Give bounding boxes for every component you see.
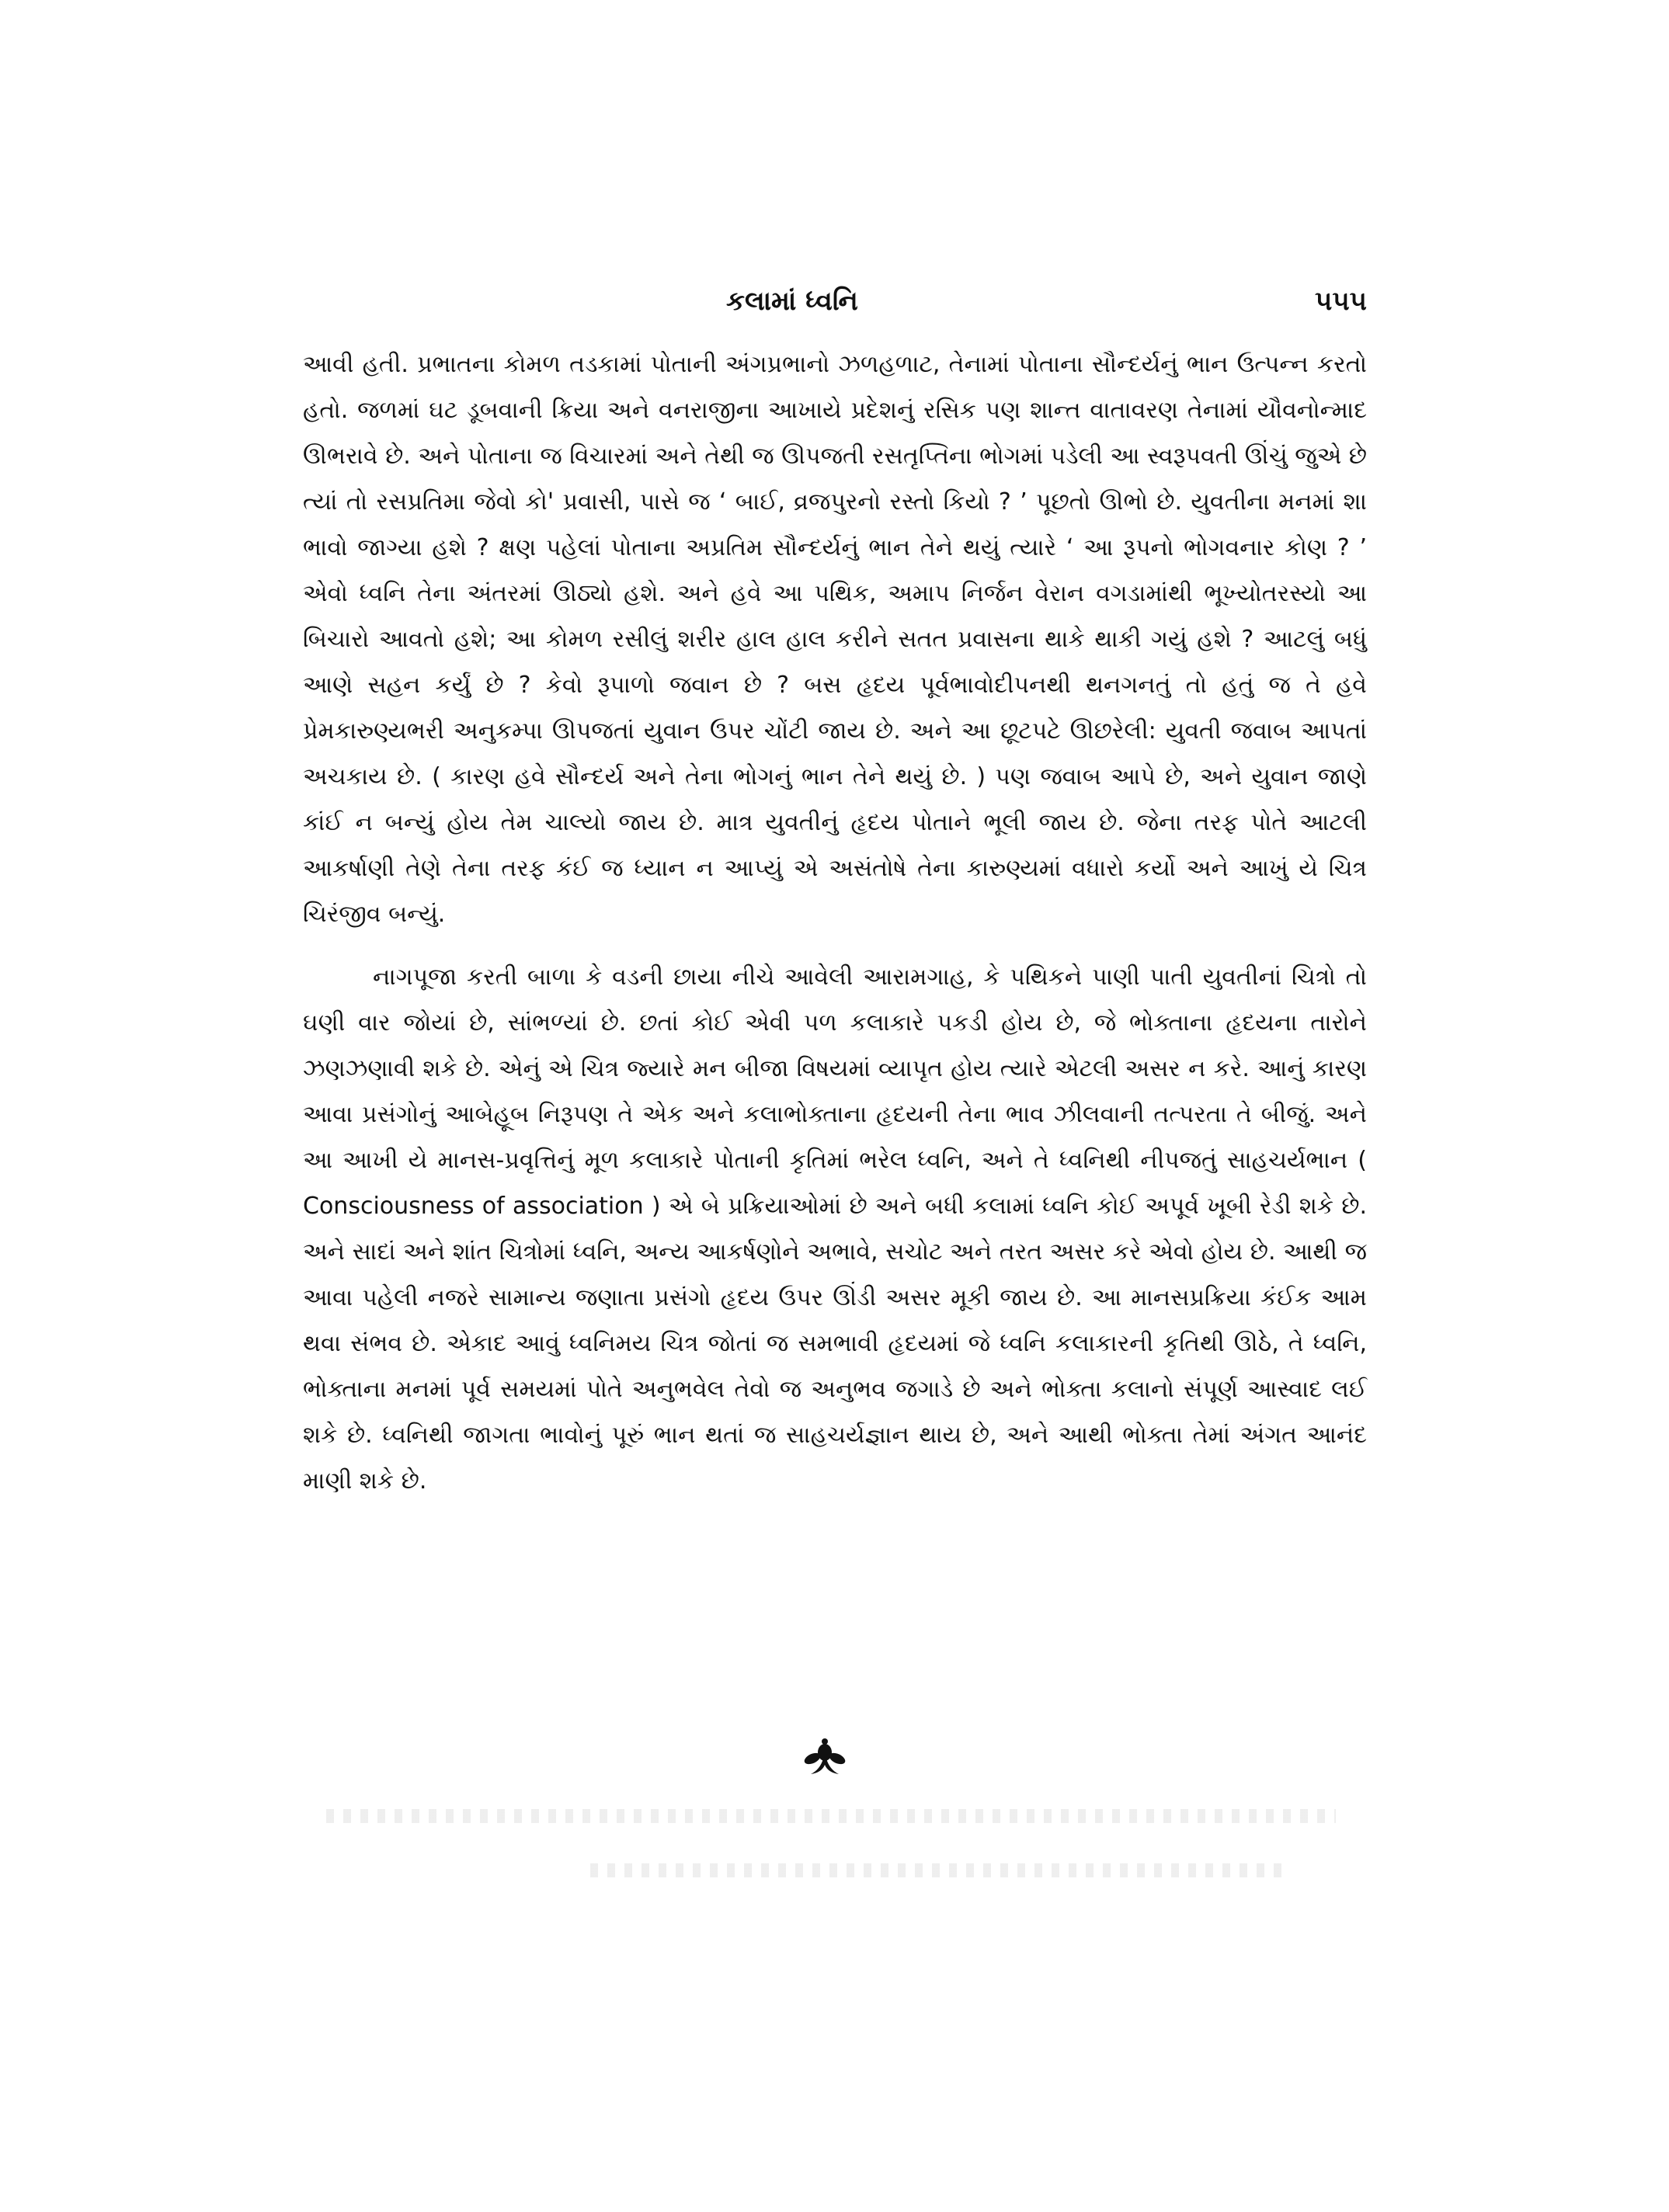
show-through-smudge <box>590 1863 1289 1877</box>
show-through-smudge <box>326 1809 1336 1823</box>
fleuron-ornament-icon <box>800 1735 850 1777</box>
paragraph-1: આવી હતી. પ્રભાતના કોમળ તડકામાં પોતાની અંગપ્રભાનો ઝળહળાટ, તેનામાં પોતાના સૌન્દર્યનું ભાન ઉત્પન્ન કરતો હતો. જળમાં ઘટ ડૂબવાની ક્રિયા અને વનરાજીના આખાયે પ્રદેશનું રસિક પણ શાન્ત વાતાવરણ તેનામાં યૌવનોન્માદ ઊભરાવે છે. અને પોતાના જ વિચારમાં અને તેથી જ ઊપજતી રસતૃપ્તિના ભોગમાં પડેલી આ સ્વરૂપવતી ઊંચું જુએ છે ત્યાં તો રસપ્રતિમા જેવો કો' પ્રવાસી, પાસે જ ‘ બાઈ, વ્રજપુરનો રસ્તો કિયો ? ’ પૂછતો ઊભો છે. યુવતીના મનમાં શા ભાવો જાગ્યા હશે ? ક્ષણ પહેલાં પોતાના અપ્રતિમ સૌન્દર્યનું ભાન તેને થયું ત્યારે ‘ આ રૂપનો ભોગવનાર કોણ ? ’ એવો ધ્વનિ તેના અંતરમાં ઊઠ્યો હશે. અને હવે આ પથિક, અમાપ નિર્જન વેરાન વગડામાંથી ભૂખ્યોતરસ્યો આ બિચારો આવતો હશે; આ કોમળ રસીલું શરીર હાલ હાલ કરીને સતત પ્રવાસના થાકે થાકી ગયું હશે ? આટલું બધું આણે સહન કર્યું છે ? કેવો રૂપાળો જવાન છે ? બસ હૃદય પૂર્વભાવોદીપનથી થનગનતું તો હતું જ તે હવે પ્રેમકારુણ્યભરી અનુકમ્પા ઊપજતાં યુવાન ઉપર ચોંટી જાય છે. અને આ છૂટપટે ઊછરેલી: યુવતી જવાબ આપતાં અચકાય છે. ( કારણ હવે સૌન્દર્ય અને તેના ભોગનું ભાન તેને થયું છે. ) પણ જવાબ આપે છે, અને યુવાન જાણે કાંઈ ન બન્યું હોય તેમ ચાલ્યો જાય છે. માત્ર યુવતીનું હૃદય પોતાને ભૂલી જાય છે. જેના તરફ પોતે આટલી આકર્ષાણી તેણે તેના તરફ કંઈ જ ધ્યાન ન આપ્યું એ અસંતોષે તેના કારુણ્યમાં વધારો કર્યો અને આખું યે ચિત્ર ચિરંજીવ બન્યું. <box>303 351 1367 928</box>
paragraph-2: નાગપૂજા કરતી બાળા કે વડની છાયા નીચે આવેલી આરામગાહ, કે પથિકને પાણી પાતી યુવતીનાં ચિત્રો તો ઘણી વાર જોયાં છે, સાંભળ્યાં છે. છતાં કોઈ એવી પળ કલાકારે પકડી હોય છે, જે ભોક્તાના હૃદયના તારોને ઝણઝણાવી શકે છે. એનું એ ચિત્ર જ્યારે મન બીજા વિષયમાં વ્યાપૃત હોય ત્યારે એટલી અસર ન કરે. આનું કારણ આવા પ્રસંગોનું આબેહૂબ નિરૂપણ તે એક અને કલાભોક્તાના હૃદયની તેના ભાવ ઝીલવાની તત્પરતા તે બીજું. અને આ આખી યે માનસ-પ્રવૃત્તિનું મૂળ કલાકારે પોતાની કૃતિમાં ભરેલ ધ્વનિ, અને તે ધ્વનિથી નીપજતું સાહચર્યભાન ( Consciousness of association ) એ બે પ્રક્રિયાઓમાં છે અને બધી કલામાં ધ્વનિ કોઈ અપૂર્વ ખૂબી રેડી શકે છે. અને સાદાં અને શાંત ચિત્રોમાં ધ્વનિ, અન્ય આકર્ષણોને અભાવે, સચોટ અને તરત અસર કરે એવો હોય છે. આથી જ આવા પહેલી નજરે સામાન્ય જણાતા પ્રસંગો હૃદય ઉપર ઊંડી અસર મૂકી જાય છે. આ માનસપ્રક્રિયા કંઈક આમ થવા સંભવ છે. એકાદ આવું ધ્વનિમય ચિત્ર જોતાં જ સમભાવી હૃદયમાં જે ધ્વનિ કલાકારની કૃતિથી ઊઠે, તે ધ્વનિ, ભોક્તાના મનમાં પૂર્વ સમયમાં પોતે અનુભવેલ તેવો જ અનુભવ જગાડે છે અને ભોક્તા કલાનો સંપૂર્ણ આસ્વાદ લઈ શકે છે. ધ્વનિથી જાગતા ભાવોનું પૂરું ભાન થતાં જ સાહચર્યજ્ઞાન થાય છે, અને આથી ભોક્તા તેમાં અંગત આનંદ માણી શકે છે. <box>303 964 1367 1495</box>
body-text <box>303 342 1367 1504</box>
running-title: કલામાં ધ્વનિ <box>726 286 858 317</box>
page-number: ૫૫૫ <box>1314 286 1367 317</box>
page-header <box>303 286 1367 332</box>
